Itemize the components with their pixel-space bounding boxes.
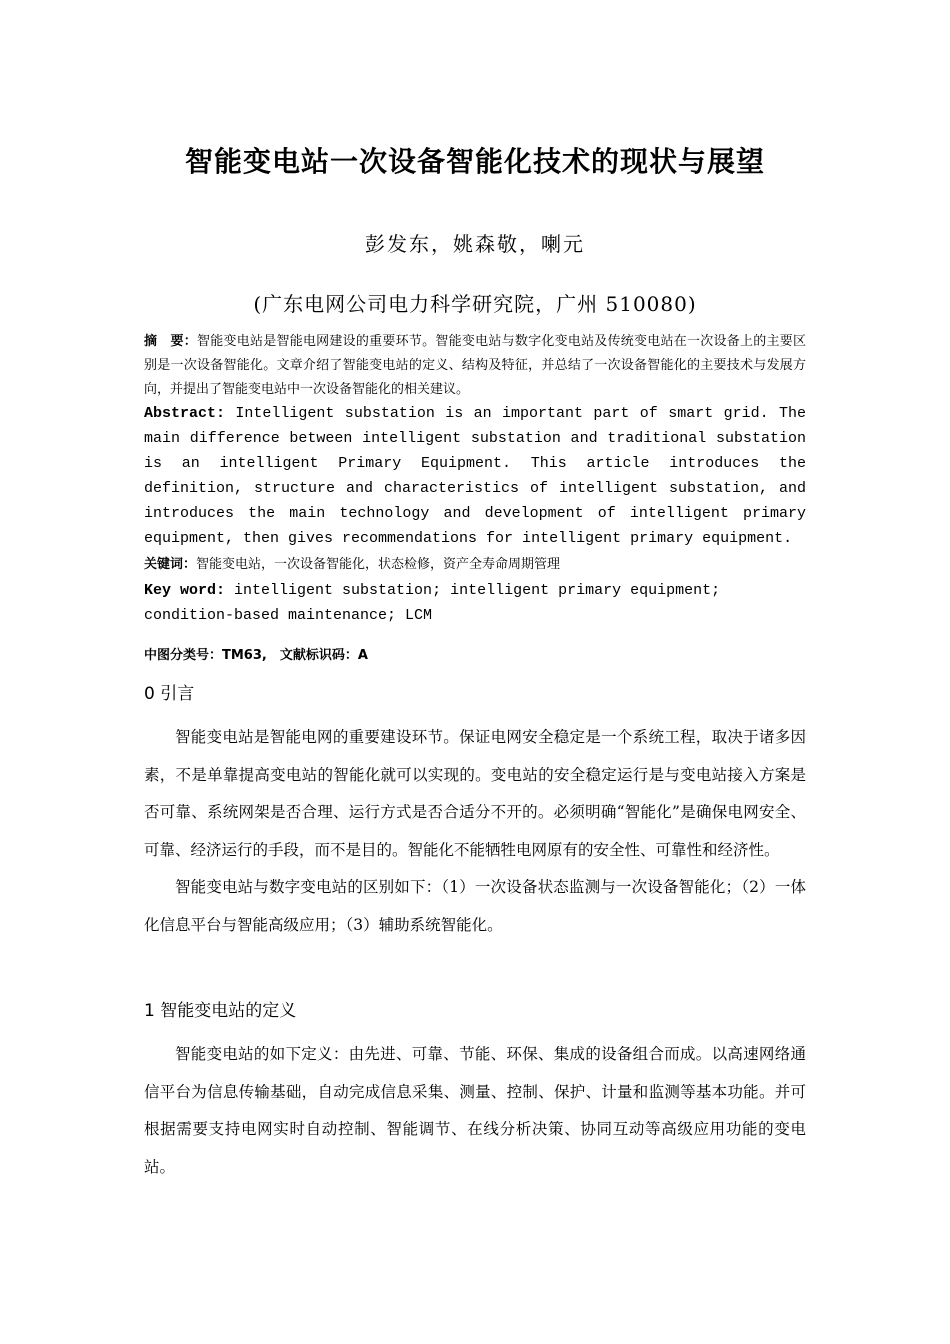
author-list: 彭发东，姚森敬，喇元 bbox=[365, 232, 585, 256]
abstract-cn-text: 智能变电站是智能电网建设的重要环节。智能变电站与数字化变电站及传统变电站在一次设备上的主要区别是一次设备智能化。文章介绍了智能变电站的定义、结构及特征，并总结了一次设备智能化的主要技术与发展方向，并提出了智能变电站中一次设备智能化的相关建议。 bbox=[144, 334, 806, 397]
classification-line: 中图分类号：TM63, 文献标识码：A bbox=[144, 648, 368, 663]
keywords-en-text: intelligent substation; intelligent primary equipment; condition-based maintenance; LCM bbox=[144, 582, 721, 624]
keywords-cn-label: 关键词： bbox=[144, 557, 197, 572]
abstract-en-text: Intelligent substation is an important part of smart grid. The main difference between intelligent substation and traditional substation is an intelligent Primary Equipment. This article introduces the definition, structure and characteristics of intelligent substation, and introduces the main technology and development of intelligent primary equipment, then gives recommendations for intelligent primary equipment. bbox=[144, 405, 806, 547]
paragraph: 智能变电站的如下定义：由先进、可靠、节能、环保、集成的设备组合而成。以高速网络通信平台为信息传输基础，自动完成信息采集、测量、控制、保护、计量和监测等基本功能。并可根据需要支持电网实时自动控制、智能调节、在线分析决策、协同互动等高级应用功能的变电站。 bbox=[144, 1045, 806, 1176]
section-heading-definition: 1 智能变电站的定义 bbox=[144, 1001, 297, 1021]
paper-title: 智能变电站一次设备智能化技术的现状与展望 bbox=[184, 145, 765, 178]
abstract-en-label: Abstract: bbox=[144, 405, 226, 422]
abstract-cn bbox=[144, 330, 806, 402]
section-heading-intro: 0 引言 bbox=[144, 684, 195, 704]
keywords-en bbox=[144, 578, 784, 628]
paragraph: 智能变电站是智能电网的重要建设环节。保证电网安全稳定是一个系统工程，取决于诸多因素，不是单靠提高变电站的智能化就可以实现的。变电站的安全稳定运行是与变电站接入方案是否可靠、系统网架是否合理、运行方式是否合适分不开的。必须明确“智能化”是确保电网安全、可靠、经济运行的手段，而不是目的。智能化不能牺牲电网原有的安全性、可靠性和经济性。 bbox=[144, 728, 806, 859]
section-intro-body bbox=[144, 719, 806, 944]
abstract-en bbox=[144, 401, 806, 551]
keywords-cn-text: 智能变电站，一次设备智能化，状态检修，资产全寿命周期管理 bbox=[196, 557, 561, 572]
keywords-en-label: Key word: bbox=[144, 582, 226, 599]
keywords-cn bbox=[144, 553, 806, 577]
section-definition-body bbox=[144, 1036, 806, 1186]
affiliation: (广东电网公司电力科学研究院，广州 510080) bbox=[253, 292, 697, 316]
paragraph: 智能变电站与数字变电站的区别如下：（1）一次设备状态监测与一次设备智能化；（2）一体化信息平台与智能高级应用；（3）辅助系统智能化。 bbox=[144, 878, 806, 934]
abstract-cn-label: 摘 要： bbox=[144, 334, 197, 349]
